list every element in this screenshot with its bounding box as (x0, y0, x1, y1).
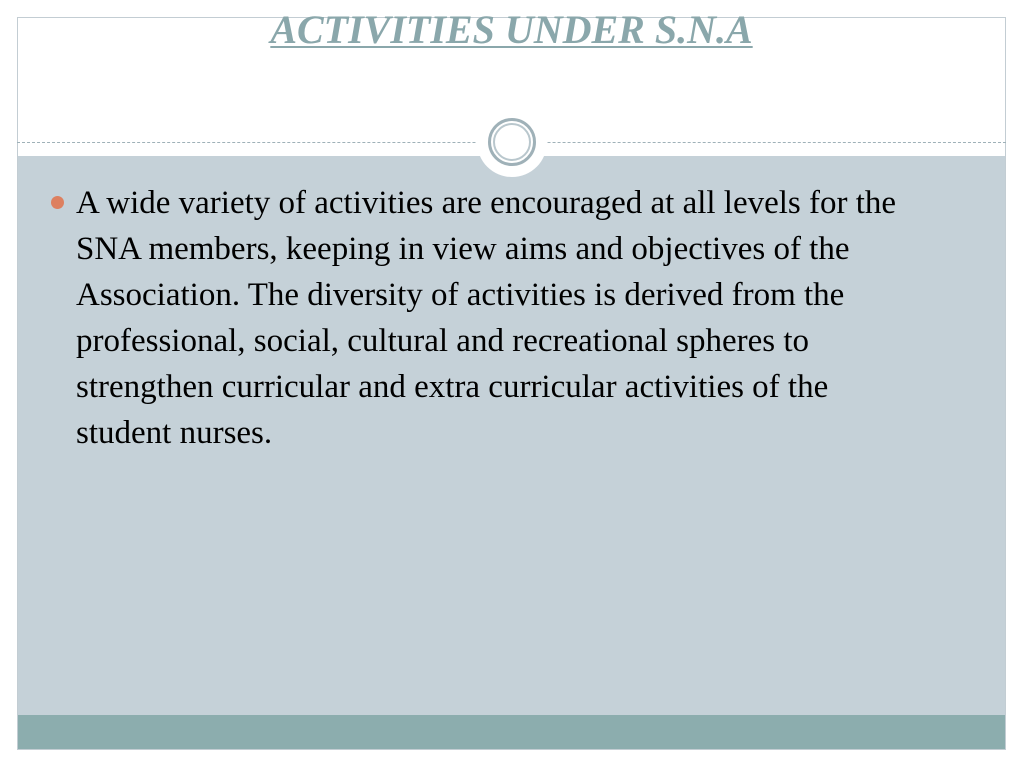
ornament-inner-ring (493, 123, 531, 161)
slide-title: ACTIVITIES UNDER S.N.A (270, 7, 753, 52)
bullet-dot-icon (51, 196, 64, 209)
footer-band (18, 715, 1005, 749)
bullet-text: A wide variety of activities are encouraged at all levels for the SNA members, keeping in view aims and objectives of the Association. The diversity of activities is derived from the professional, social, cultural and recreational spheres to strengthen curricular and extra curricular activities of the student nurses. (76, 185, 897, 451)
bullet-list (48, 180, 928, 456)
list-item (48, 180, 928, 456)
